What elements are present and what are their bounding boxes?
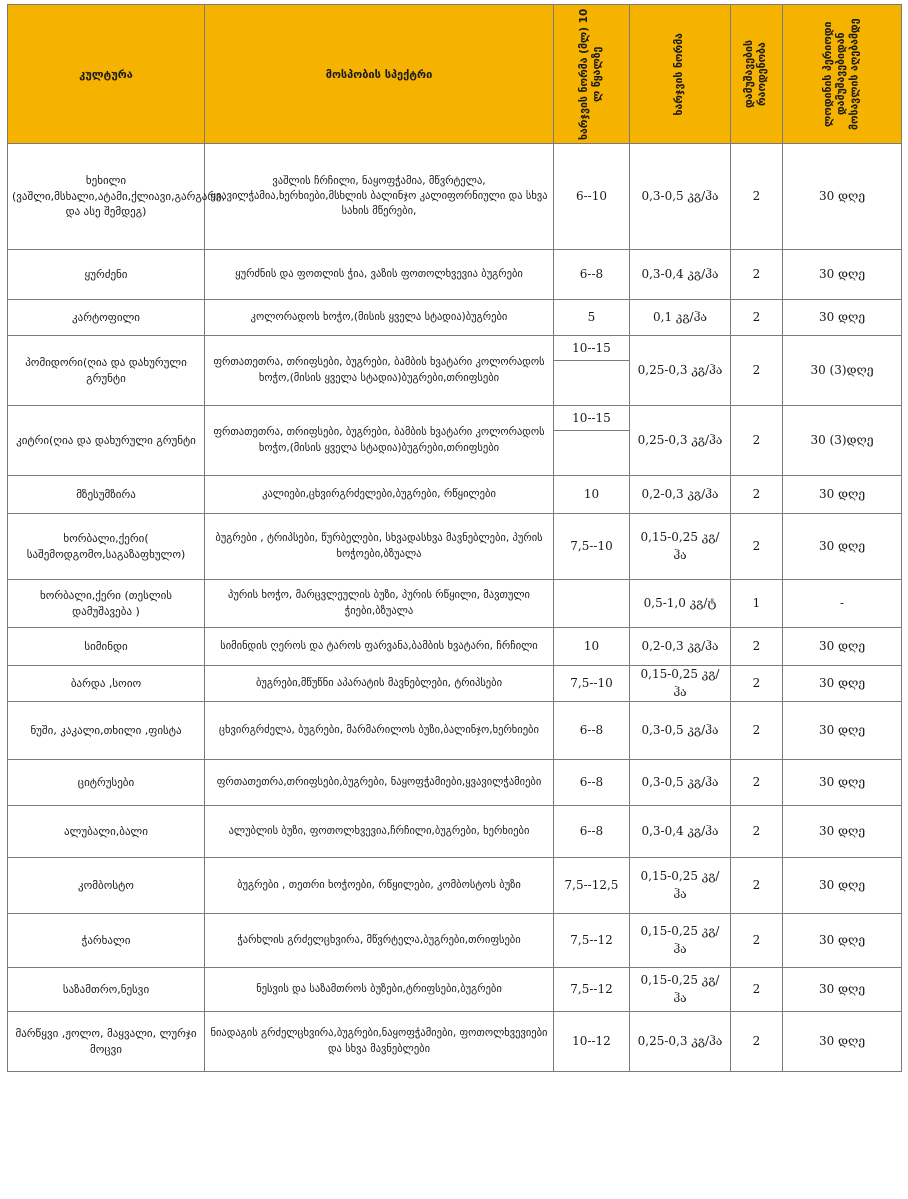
- dose-cell: 6--8: [554, 702, 630, 760]
- norm-cell: 0,3-0,5 კგ/ჰა: [630, 144, 731, 250]
- crop-cell: ხორბალი,ქერი( საშემოდგომო,საგაზაფხულო): [8, 514, 205, 580]
- dose-cell: 10--12: [554, 1012, 630, 1072]
- dose-cell: 7,5--12,5: [554, 858, 630, 914]
- waiting-period-cell: 30 დღე: [783, 858, 902, 914]
- table-row: [8, 702, 902, 760]
- table-row: [8, 406, 902, 476]
- treatments-cell: 2: [731, 628, 783, 666]
- pest-spectrum-cell: ბუგრები , ტრიპსები, წურბელები, სხვადასხვა მავნებლები, პურის ხოჭოები,ბზუალა: [205, 514, 554, 580]
- waiting-period-cell: 30 დღე: [783, 250, 902, 300]
- dose-cell: 7,5--10: [554, 666, 630, 702]
- waiting-period-cell: 30 დღე: [783, 628, 902, 666]
- dose-cell: 10: [554, 628, 630, 666]
- waiting-period-cell: 30 დღე: [783, 1012, 902, 1072]
- dose-cell: [554, 580, 630, 628]
- pest-spectrum-cell: ნიადაგის გრძელცხვირა,ბუგრები,ნაყოფჭამიები, ფოთოლხვევიები და სხვა მავნებლები: [205, 1012, 554, 1072]
- treatments-cell: 2: [731, 760, 783, 806]
- header-treatments-cell: [731, 5, 783, 144]
- dose-cell: 5: [554, 300, 630, 336]
- waiting-period-cell: 30 დღე: [783, 476, 902, 514]
- pest-spectrum-cell: ნესვის და საზამთროს ბუზები,ტრიფსები,ბუგრები: [205, 968, 554, 1012]
- treatments-cell: 2: [731, 300, 783, 336]
- pest-spectrum-cell: სიმინდის ღეროს და ტაროს ფარვანა,ბამბის ხვატარი, ჩრჩილი: [205, 628, 554, 666]
- crop-cell: ალუბალი,ბალი: [8, 806, 205, 858]
- norm-cell: 0,3-0,4 კგ/ჰა: [630, 250, 731, 300]
- table-row: [8, 858, 902, 914]
- treatments-cell: 2: [731, 806, 783, 858]
- table-row: [8, 666, 902, 702]
- treatments-cell: 2: [731, 406, 783, 476]
- waiting-period-cell: -: [783, 580, 902, 628]
- header-row: [8, 5, 902, 144]
- header-wait: ლოდინის პერიოდი დამუშავებიდან მოსავლის აღებამდე: [822, 18, 861, 130]
- norm-cell: 0,2-0,3 კგ/ჰა: [630, 628, 731, 666]
- dose-cell: 7,5--10: [554, 514, 630, 580]
- treatments-cell: 2: [731, 514, 783, 580]
- crop-cell: ხეხილი (ვაშლი,მსხალი,ატამი,ქლიავი,გარგარი, და ასე შემდეგ): [8, 144, 205, 250]
- table-row: [8, 300, 902, 336]
- treatments-cell: 2: [731, 1012, 783, 1072]
- crop-cell: კიტრი(ღია და დახურული გრუნტი: [8, 406, 205, 476]
- waiting-period-cell: 30 დღე: [783, 702, 902, 760]
- pest-spectrum-cell: ბუგრები,მწუწნი აპარატის მავნებლები, ტრიპსები: [205, 666, 554, 702]
- treatments-cell: 2: [731, 858, 783, 914]
- dose-cell: 6--8: [554, 760, 630, 806]
- header-treatments: დამუშავების რაოდენობა: [743, 40, 769, 108]
- crop-cell: ნუში, კაკალი,თხილი ,ფისტა: [8, 702, 205, 760]
- pest-spectrum-cell: ცხვირგრძელა, ბუგრები, მარმარილოს ბუზი,ბალინჯო,ხერხიები: [205, 702, 554, 760]
- dose-cell: 10--15: [554, 406, 630, 476]
- dose-cell: 6--8: [554, 250, 630, 300]
- header-crop: კულტურა: [8, 5, 205, 144]
- dose-cell: 6--8: [554, 806, 630, 858]
- pest-spectrum-cell: ფრთათეთრა, თრიფსები, ბუგრები, ბამბის ხვატარი კოლორადოს ხოჭო,(მისის ყველა სტადია)ბუგრები,თრიფსები: [205, 406, 554, 476]
- pest-spectrum-cell: ჭარხლის გრძელცხვირა, მწვრტელა,ბუგრები,თრიფსები: [205, 914, 554, 968]
- waiting-period-cell: 30 დღე: [783, 300, 902, 336]
- dose-cell: 10: [554, 476, 630, 514]
- crop-cell: მზესუმზირა: [8, 476, 205, 514]
- pest-spectrum-cell: ყურძნის და ფოთლის ჭია, ვაზის ფოთოლხვევია ბუგრები: [205, 250, 554, 300]
- table-row: [8, 144, 902, 250]
- crop-cell: სიმინდი: [8, 628, 205, 666]
- norm-cell: 0,5-1,0 კგ/ტ: [630, 580, 731, 628]
- crop-cell: ყურძენი: [8, 250, 205, 300]
- table-row: [8, 336, 902, 406]
- treatments-cell: 2: [731, 702, 783, 760]
- crop-cell: პომიდორი(ღია და დახურული გრუნტი: [8, 336, 205, 406]
- waiting-period-cell: 30 დღე: [783, 968, 902, 1012]
- pest-spectrum-cell: ვაშლის ჩრჩილი, ნაყოფჭამია, მწვრტელა, ყვავილჭამია,ხერხიები,მსხლის ბალინჯო კალიფორნიული და სხვა სახის მწერები,: [205, 144, 554, 250]
- waiting-period-cell: 30 (3)დღე: [783, 336, 902, 406]
- crop-cell: ხორბალი,ქერი (თესლის დამუშავება ): [8, 580, 205, 628]
- crop-cell: კომბოსტო: [8, 858, 205, 914]
- crop-cell: მარწყვი ,ჟოლო, მაყვალი, ლურჯი მოცვი: [8, 1012, 205, 1072]
- norm-cell: 0,25-0,3 კგ/ჰა: [630, 336, 731, 406]
- crop-cell: კარტოფილი: [8, 300, 205, 336]
- header-norm: ხარჯვის ნორმა: [673, 32, 686, 116]
- table-row: [8, 514, 902, 580]
- treatments-cell: 2: [731, 914, 783, 968]
- dose-cell: 7,5--12: [554, 914, 630, 968]
- treatments-cell: 1: [731, 580, 783, 628]
- table-row: [8, 580, 902, 628]
- pest-spectrum-cell: ფრთათეთრა,თრიფსები,ბუგრები, ნაყოფჭამიები,ყვავილჭამიები: [205, 760, 554, 806]
- treatments-cell: 2: [731, 968, 783, 1012]
- norm-cell: 0,2-0,3 კგ/ჰა: [630, 476, 731, 514]
- waiting-period-cell: 30 (3)დღე: [783, 406, 902, 476]
- treatments-cell: 2: [731, 144, 783, 250]
- treatments-cell: 2: [731, 250, 783, 300]
- table-row: [8, 914, 902, 968]
- norm-cell: 0,15-0,25 კგ/ჰა: [630, 666, 731, 702]
- header-wait-cell: [783, 5, 902, 144]
- norm-cell: 0,3-0,5 კგ/ჰა: [630, 760, 731, 806]
- treatments-cell: 2: [731, 336, 783, 406]
- norm-cell: 0,15-0,25 კგ/ჰა: [630, 514, 731, 580]
- table-row: [8, 628, 902, 666]
- waiting-period-cell: 30 დღე: [783, 666, 902, 702]
- crop-cell: საზამთრო,ნესვი: [8, 968, 205, 1012]
- table-row: [8, 760, 902, 806]
- waiting-period-cell: 30 დღე: [783, 144, 902, 250]
- table-row: [8, 1012, 902, 1072]
- norm-cell: 0,3-0,5 კგ/ჰა: [630, 702, 731, 760]
- header-norm-cell: [630, 5, 731, 144]
- waiting-period-cell: 30 დღე: [783, 806, 902, 858]
- pest-spectrum-cell: ალუბლის ბუზი, ფოთოლხვევია,ჩრჩილი,ბუგრები, ხერხიები: [205, 806, 554, 858]
- dose-cell: 6--10: [554, 144, 630, 250]
- crop-cell: ჭარხალი: [8, 914, 205, 968]
- waiting-period-cell: 30 დღე: [783, 760, 902, 806]
- norm-cell: 0,15-0,25 კგ/ჰა: [630, 858, 731, 914]
- pest-spectrum-cell: ბუგრები , თეთრი ხოჭოები, რწყილები, კომბოსტოს ბუზი: [205, 858, 554, 914]
- pest-spectrum-cell: პურის ხოჭო, მარცვლეულის ბუზი, პურის რწყილი, მავთული ჭიები,ბზუალა: [205, 580, 554, 628]
- pest-spectrum-cell: კალიები,ცხვირგრძელები,ბუგრები, რწყილები: [205, 476, 554, 514]
- norm-cell: 0,25-0,3 კგ/ჰა: [630, 1012, 731, 1072]
- treatments-cell: 2: [731, 476, 783, 514]
- norm-cell: 0,25-0,3 კგ/ჰა: [630, 406, 731, 476]
- waiting-period-cell: 30 დღე: [783, 514, 902, 580]
- waiting-period-cell: 30 დღე: [783, 914, 902, 968]
- header-dose-cell: [554, 5, 630, 144]
- crop-cell: ციტრუსები: [8, 760, 205, 806]
- table-row: [8, 476, 902, 514]
- pesticide-table: [7, 4, 902, 1072]
- crop-cell: ბარდა ,სოიო: [8, 666, 205, 702]
- pest-spectrum-cell: კოლორადოს ხოჭო,(მისის ყველა სტადია)ბუგრები: [205, 300, 554, 336]
- pest-spectrum-cell: ფრთათეთრა, თრიფსები, ბუგრები, ბამბის ხვატარი კოლორადოს ხოჭო,(მისის ყველა სტადია)ბუგრები,თრიფსები: [205, 336, 554, 406]
- dose-cell: 7,5--12: [554, 968, 630, 1012]
- table-row: [8, 250, 902, 300]
- treatments-cell: 2: [731, 666, 783, 702]
- norm-cell: 0,15-0,25 კგ/ჰა: [630, 968, 731, 1012]
- norm-cell: 0,15-0,25 კგ/ჰა: [630, 914, 731, 968]
- header-pests: მოსპობის სპექტრი: [205, 5, 554, 144]
- table-row: [8, 806, 902, 858]
- header-dose: ხარჯვის ნორმა (მლ) 10 ლ წყალზე: [578, 8, 604, 140]
- table-row: [8, 968, 902, 1012]
- norm-cell: 0,3-0,4 კგ/ჰა: [630, 806, 731, 858]
- norm-cell: 0,1 კგ/ჰა: [630, 300, 731, 336]
- dose-cell: 10--15: [554, 336, 630, 406]
